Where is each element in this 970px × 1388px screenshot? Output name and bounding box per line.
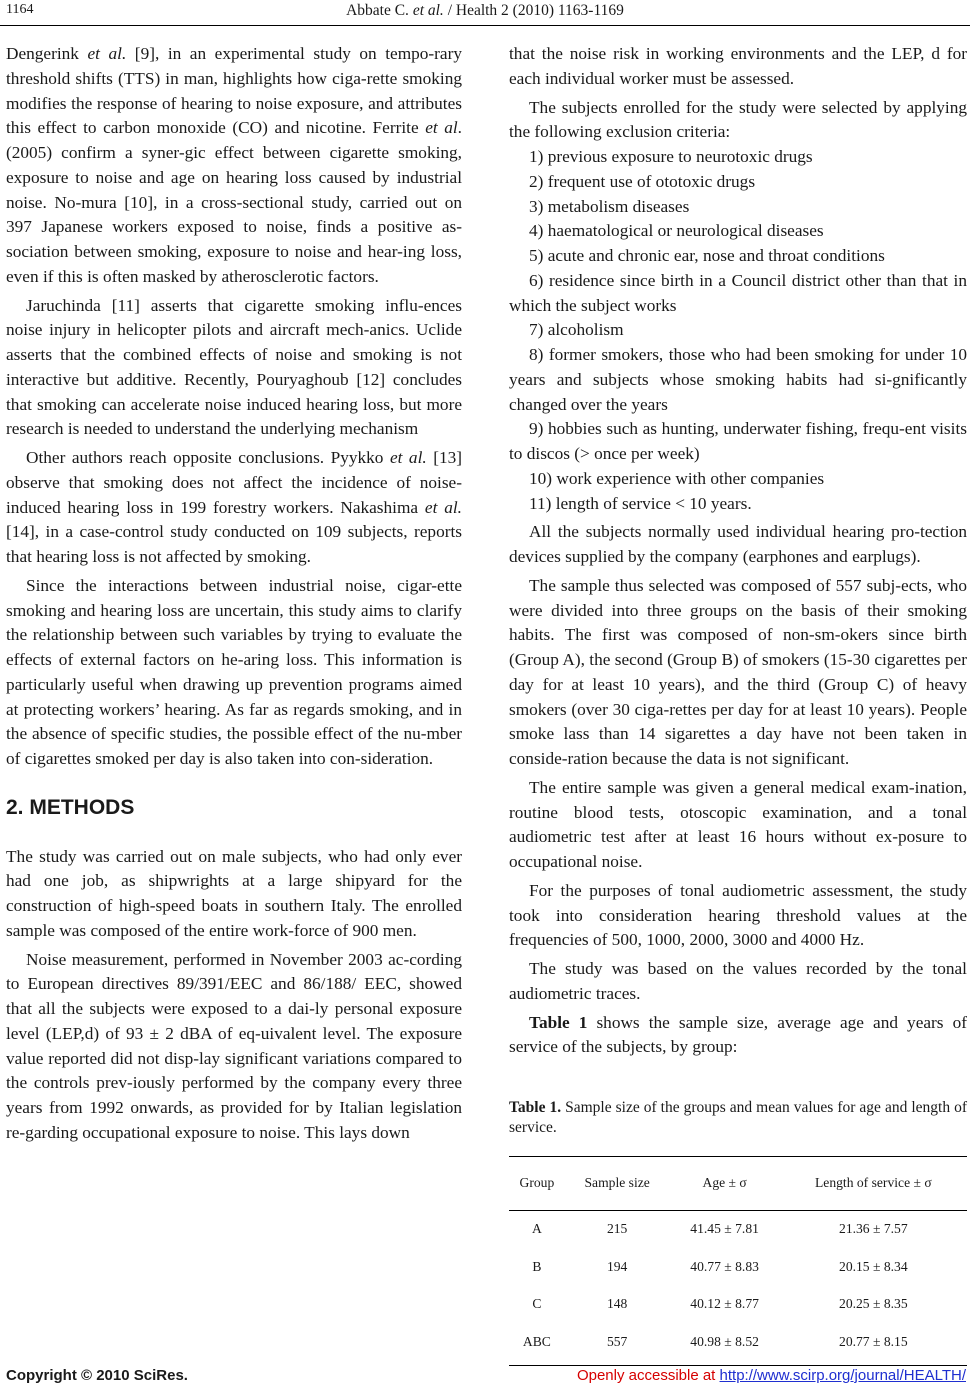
list-item: 9) hobbies such as hunting, underwater fishing, frequ-ent visits to discos (> once per week) (509, 419, 967, 463)
list-item: 6) residence since birth in a Council district other than that in which the subject works (509, 270, 967, 315)
paragraph: The study was carried out on male subjects, who had only ever had one job, as shipwrights at a large shipyard for the construction of high-speed boats in southern Italy. The enrolled sample was composed of the entire work-force of 900 men. (6, 846, 462, 940)
table-row (509, 1210, 967, 1248)
table-cell: 41.45 ± 7.81 (690, 1220, 759, 1236)
table-header-row (509, 1157, 967, 1211)
table-header-cell: Length of service ± σ (780, 1157, 967, 1211)
table-cell: B (532, 1258, 542, 1274)
list-item: 8) former smokers, those who had been smoking for under 10 years and subjects whose smoking habits had si-gnificantly changed over the years (509, 345, 967, 414)
copyright-notice: Copyright © 2010 SciRes. (6, 1367, 188, 1384)
table-cell: 215 (606, 1220, 628, 1236)
paragraph: The subjects enrolled for the study were selected by applying the following exclusion criteria: (509, 97, 967, 142)
header-rule (0, 25, 970, 26)
paragraph: that the noise risk in working environments and the LEP, d for each individual worker must be assessed. (509, 44, 967, 88)
table-cell: 148 (606, 1296, 628, 1312)
table-caption: Table 1. Sample size of the groups and mean values for age and length of service. (509, 1099, 967, 1136)
table-header-cell: Group (509, 1157, 565, 1211)
paragraph: For the purposes of tonal audiometric assessment, the study took into consideration hearing threshold values at the frequencies of 500, 1000, 2000, 3000 and 4000 Hz. (509, 880, 967, 950)
table-cell: 194 (606, 1258, 628, 1274)
table-cell: 40.12 ± 8.77 (690, 1296, 759, 1312)
table-header-cell: Sample size (565, 1157, 670, 1211)
list-item: 10) work experience with other companies (529, 468, 825, 488)
list-item: 1) previous exposure to neurotoxic drugs (529, 147, 813, 166)
list-item: 7) alcoholism (529, 320, 624, 340)
table-cell: 21.36 ± 7.57 (839, 1220, 908, 1236)
page-footer (0, 1363, 970, 1388)
table-cell: A (531, 1220, 542, 1236)
paragraph: Other authors reach opposite conclusions. Pyykko et al. [13] observe that smoking does not affect the incidence of noise-induced hearing loss in 199 forestry workers. Nakashima et al. [14], in a case-control study conducted on 109 subjects, reports that hearing loss is not affected by smoking. (6, 448, 462, 566)
table-row (509, 1324, 967, 1365)
list-item: 4) haematological or neurological diseases (529, 221, 824, 241)
paragraph: Table 1 shows the sample size, average age and years of service of the subjects, by group: (509, 1012, 967, 1057)
access-notice: Openly accessible at http://www.scirp.org/journal/HEALTH/ (576, 1367, 966, 1384)
table-cell: 20.15 ± 8.34 (839, 1258, 908, 1274)
journal-link[interactable]: http://www.scirp.org/journal/HEALTH/ (719, 1367, 966, 1384)
running-head: Abbate C. et al. / Health 2 (2010) 1163-1169 (346, 2, 624, 19)
table-cell: C (532, 1296, 542, 1312)
table-cell: 40.98 ± 8.52 (670, 1324, 780, 1365)
paragraph: All the subjects normally used individual hearing pro-tection devices supplied by the company (earphones and earplugs). (509, 522, 967, 566)
list-item: 3) metabolism diseases (529, 196, 690, 216)
sample-table (509, 1156, 967, 1366)
list-item: 5) acute and chronic ear, nose and throat conditions (529, 246, 885, 265)
list-item: 2) frequent use of ototoxic drugs (529, 171, 756, 191)
table-row (509, 1249, 967, 1287)
table-row (509, 1286, 967, 1324)
table-cell: 40.77 ± 8.83 (690, 1258, 759, 1274)
table-header-cell: Age ± σ (670, 1157, 780, 1211)
paragraph: The entire sample was given a general medical exam-ination, routine blood tests, otoscopic examination, and a tonal audiometric test after at least 16 hours without ex-posure to occupational noise. (509, 777, 967, 871)
paragraph: The study was based on the values recorded by the tonal audiometric traces. (509, 959, 967, 1003)
table-cell: ABC (509, 1324, 565, 1365)
section-heading: 2. METHODS (6, 795, 135, 819)
paragraph: Jaruchinda [11] asserts that cigarette smoking influ-ences noise injury in helicopter pilots and aircraft mech-anics. Uclide asserts that the combined effects of noise and smoking is not interactive but additive. Recently, Pouryaghoub [12] concludes that smoking can accelerate noise induced hearing loss, but more research is needed to understand the underlying mechanism (6, 295, 462, 439)
paragraph: The sample thus selected was composed of 557 subj-ects, who were divided into three groups on the basis of their smoking habits. The first was composed of non-sm-okers since birth (Group A), the second (Group B) of smokers (15-30 cigarettes per day for at least 10 years), and the third (Group C) of heavy smokers (over 30 ciga-rettes per day for at least 10 years). People smoke lass than 14 sigarettes a day have not been taken in conside-ration because the data is not significant. (509, 575, 967, 768)
paragraph: Since the interactions between industrial noise, cigar-ette smoking and hearing loss are uncertain, this study aims to clarify the relationship between such variables by trying to evaluate the effects of external factors on he-aring loss. This information is particularly useful when drawing up prevention programs aimed at protecting workers’ hearing. As far as regards smoking, and in the absence of specific studies, the possible effect of the nu-mber of cigarettes smoked per day is also taken into con-sideration. (6, 575, 462, 768)
list-item: 11) length of service < 10 years. (529, 493, 752, 513)
page-number: 1164 (6, 2, 34, 17)
right-column (509, 42, 967, 1366)
left-column (6, 42, 462, 1146)
exclusion-criteria-list (509, 145, 967, 516)
page-header (0, 0, 970, 26)
paragraph: Dengerink et al. [9], in an experimental study on tempo-rary threshold shifts (TTS) in man, highlights how ciga-rette smoking modifies the response of hearing to noise exposure, and attributes this effect to carbon monoxide (CO) and nicotine. Ferrite et al. (2005) confirm a syner-gic effect between cigarette smoking, exposure to noise and age on hearing loss caused by industrial noise. No-mura [10], in a cross-sectional study, carried out on 397 Japanese workers exposed to noise, finds a positive as-sociation between smoking, exposure to noise and hear-ing loss, even if this is often masked by atherosclerotic factors. (6, 44, 462, 286)
table-cell: 20.77 ± 8.15 (780, 1324, 967, 1365)
table-cell: 557 (565, 1324, 670, 1365)
paragraph: Noise measurement, performed in November 2003 ac-cording to European directives 89/391/EEC and 86/188/ EEC, showed that all the subjects were exposed to a dai-ly personal exposure level (LEP,d) of 93 ± 2 dBA of eq-uivalent level. The exposure value reported did not disp-lay significant variations compared to the controls prev-iously performed by the company every three years from 1992 onwards, as provided for by Italian legislation re-garding occupational exposure to noise. This lays down (6, 949, 462, 1142)
table-cell: 20.25 ± 8.35 (839, 1296, 908, 1312)
